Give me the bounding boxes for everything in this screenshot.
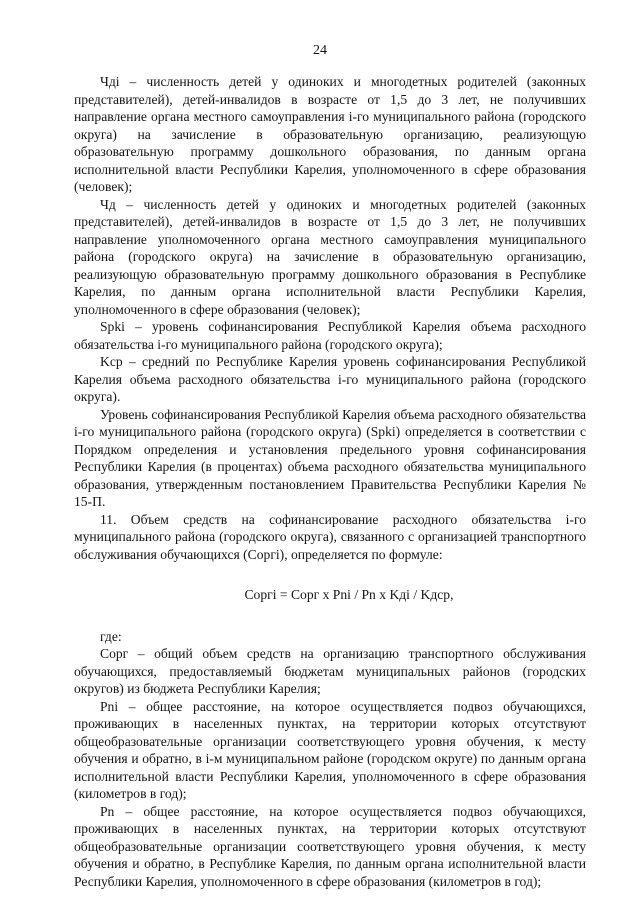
definition-pni: Pni – общее расстояние, на которое осуществляется подвоз обучающихся, проживающих в населенных пунктах, на территории которых отсутствуют общеобразовательные организации соответствующего уровня обучения, к месту обучения и обратно, в i-м муниципальном районе (городском округе) по данным органа исполнительной власти Республики Карелия, уполномоченного в сфере образования (километров в год); [74,698,586,801]
paragraph-chdi-definition: Чдi – численность детей у одиноких и многодетных родителей (законных представителей), детей-инвалидов в возрасте от 1,5 до 3 лет, не получивших направление органа местного самоуправления i-го муниципального района (городского округа) на зачисление в образовательную организацию, реализующую образовательную программу дошкольного образования, по данным органа исполнительной власти Республики Карелия, уполномоченного в сфере образования (человек); [74,74,586,194]
page-number: 24 [313,43,327,58]
where-label: где: [100,628,122,644]
paragraph-spki-definition: Spki – уровень софинансирования Республикой Карелия объема расходного обязательства i-го муниципального района (городского округа); [74,319,586,352]
paragraph-item-11: 11. Объем средств на софинансирование расходного обязательства i-го муниципального района (городского округа), связанного с организацией транспортного обслуживания обучающихся (Copгi), определяется по формуле: [74,511,586,562]
definition-pn: Pn – общее расстояние, на которое осуществляется подвоз обучающихся, проживающих в населенных пунктах, на территории которых отсутствуют общеобразовательные организации соответствующего уровня обучения, к месту обучения и обратно, в Республике Карелия, по данным органа исполнительной власти Республики Карелия, уполномоченного в сфере образования (километров в год); [74,803,586,889]
paragraph-kcp-definition: Kcp – средний по Республике Карелия уровень софинансирования Республикой Карелия объема расходного обязательства i-го муниципального района (городского округа). [74,354,586,404]
document-body [74,73,586,890]
paragraph-chd-definition: Чд – численность детей у одиноких и многодетных родителей (законных представителей), детей-инвалидов в возрасте от 1,5 до 3 лет, не получивших направление уполномоченного органа местного самоуправления муниципального района (городского округа) на зачисление в образовательную организацию, реализующую образовательную программу дошкольного образования в Республике Карелия, по данным органа исполнительной власти Республики Карелия, уполномоченного в сфере образования (человек); [74,196,586,317]
paragraph-cofinancing-level: Уровень софинансирования Республикой Карелия объема расходного обязательства i-го муниципального района (городского округа) (Spki) определяется в соответствии с Порядком определения и установления предельного уровня софинансирования Республики Карелия (в процентах) объема расходного обязательства муниципального образования, утвержденным постановлением Правительства Республики Карелия № 15-П. [74,406,586,509]
definition-copg: Copг – общий объем средств на организацию транспортного обслуживания обучающихся, предоставляемый бюджетам муниципальных районов (городских округов) из бюджета Республики Карелия; [74,646,586,696]
formula: Copгi = Copг x Pni / Pn x Kдi / Kдср, [244,587,454,602]
